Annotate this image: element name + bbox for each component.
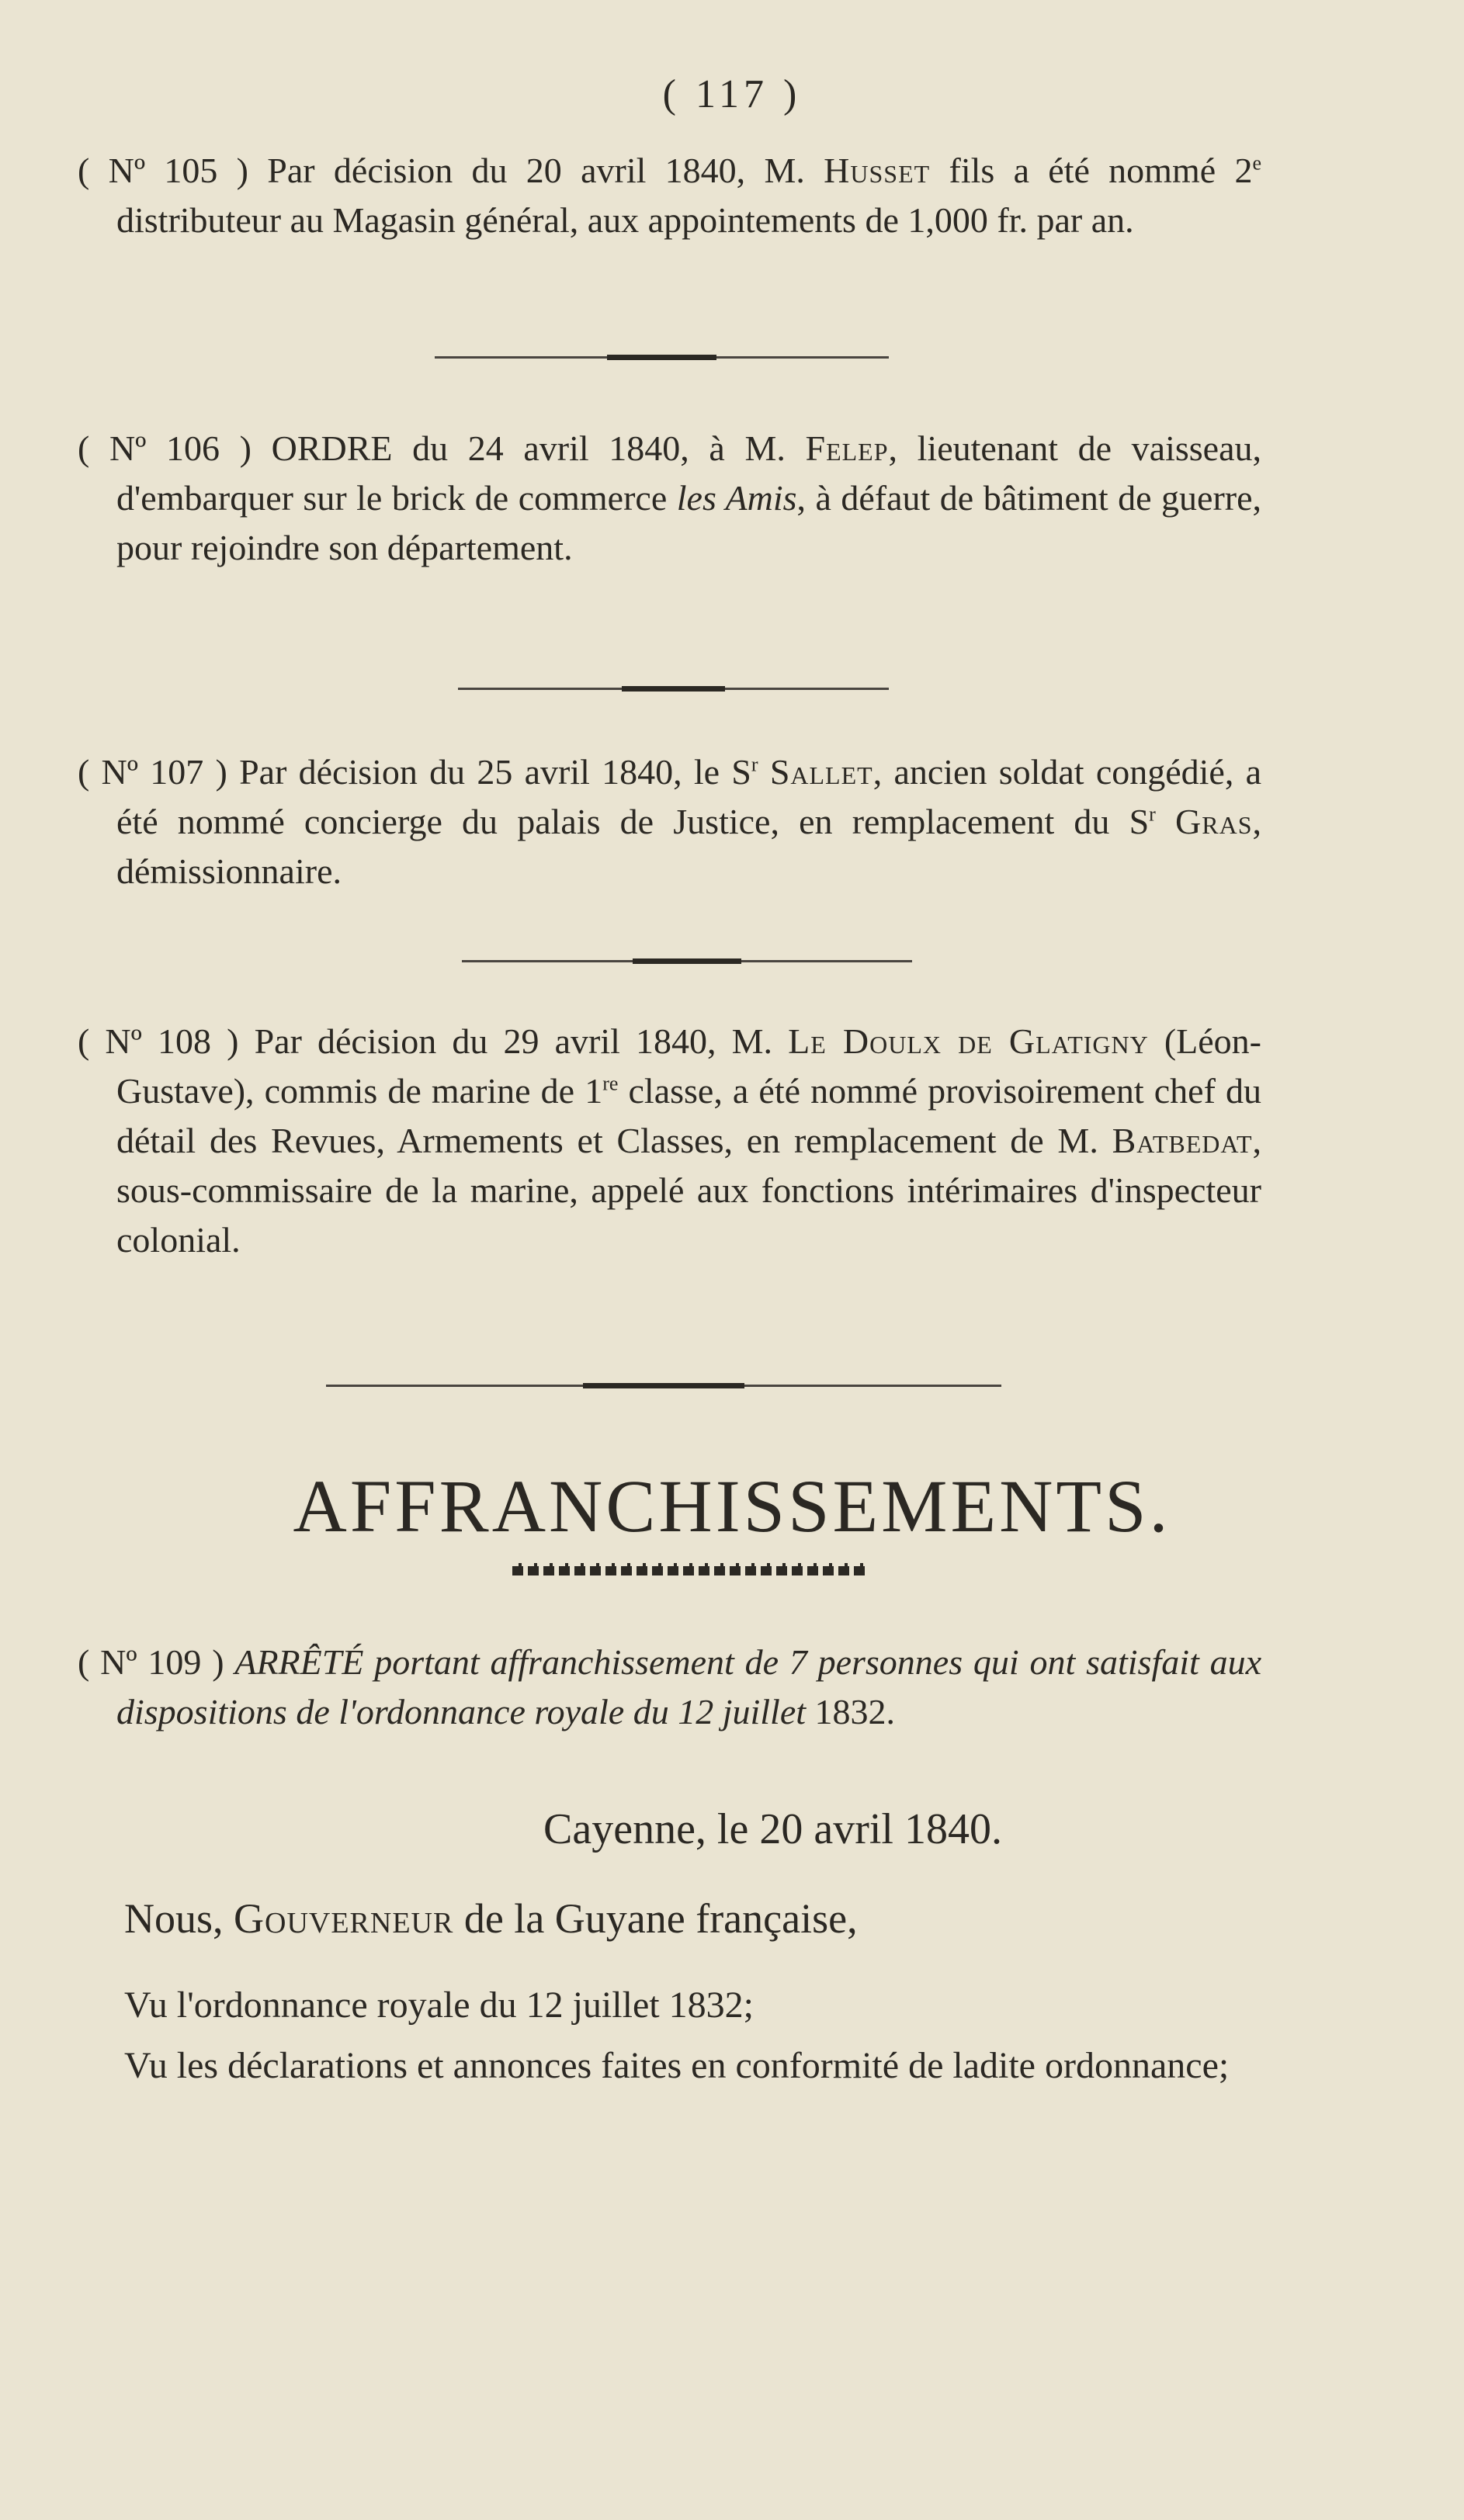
section-heading: AFFRANCHISSEMENTS. — [293, 1465, 1171, 1548]
entry-105 — [78, 146, 1262, 245]
entry-text: , démissionnaire. — [116, 802, 1261, 891]
entry-text: , lieutenant de vaisseau, d'embarquer sur le brick de commerce — [116, 428, 1262, 518]
vu-line-2: Vu les déclarations et annonces faites en conformité de ladite ordonnance; — [124, 2045, 1230, 2086]
gouverneur-title: Gouverneur — [234, 1895, 454, 1942]
entry-106 — [78, 424, 1262, 573]
entry-number: ( Nº 105 ) — [78, 151, 248, 190]
entry-text: fils a été nommé 2 — [930, 151, 1253, 190]
page-number: ( 117 ) — [662, 72, 802, 116]
person-name: Felep — [805, 428, 889, 468]
entry-text: Par décision du 25 avril 1840, le S — [239, 752, 751, 792]
ornament-rule — [512, 1566, 869, 1575]
person-name: Sallet — [769, 752, 873, 792]
space — [1156, 802, 1175, 841]
title-superscript: r — [1149, 802, 1156, 826]
entry-text: , ancien soldat congédié, a été nommé concierge du palais de Justice, en remplacement du S — [116, 752, 1261, 841]
space — [758, 752, 770, 792]
separator-rule — [462, 960, 912, 962]
person-name: Le Doulx de Glatigny — [788, 1021, 1149, 1061]
entry-107 — [78, 747, 1261, 896]
entry-text: Par décision du 29 avril 1840, M. — [254, 1021, 789, 1061]
entry-108 — [78, 1017, 1261, 1265]
entry-text: classe, a été nommé provisoirement chef du détail des Revues, Armements et Classes, en remplacement de M. — [116, 1071, 1261, 1160]
decree-year: 1832. — [806, 1692, 896, 1731]
entry-text: distributeur au Magasin général, aux appointements de 1,000 fr. par an. — [116, 200, 1134, 240]
ship-name: les Amis — [676, 478, 797, 518]
entry-number: ( Nº 108 ) — [78, 1021, 239, 1061]
entry-text: , à défaut de bâtiment de guerre, pour rejoindre son département. — [116, 478, 1261, 567]
separator-rule — [326, 1385, 1001, 1387]
separator-rule — [435, 356, 889, 359]
entry-text: ORDRE du 24 avril 1840, à M. — [271, 428, 806, 468]
person-name: Gras — [1175, 802, 1253, 841]
ordinal-superscript: e — [1252, 151, 1262, 175]
vu-line-1: Vu l'ordonnance royale du 12 juillet 1832; — [124, 1984, 754, 2026]
decree-title: ARRÊTÉ portant affranchissement de 7 personnes qui ont satisfait aux dispositions de l'ordonnance royale du 12 — [116, 1642, 1262, 1731]
nous-rest: de la Guyane française, — [453, 1895, 858, 1942]
decree-month: juillet — [722, 1692, 807, 1731]
entry-text: Par décision du 20 avril 1840, M. — [267, 151, 824, 190]
nous-lead: Nous, — [124, 1895, 234, 1942]
entry-number: ( Nº 109 ) — [78, 1642, 224, 1682]
person-name: Batbedat — [1112, 1121, 1253, 1160]
dateline: Cayenne, le 20 avril 1840. — [543, 1805, 1002, 1853]
nous-line — [124, 1894, 1312, 1943]
person-name: Husset — [824, 151, 931, 190]
ordinal-superscript: re — [602, 1072, 619, 1095]
separator-rule — [458, 688, 889, 690]
entry-text: (Léon-Gustave), commis de marine de 1 — [116, 1021, 1261, 1111]
entry-109 — [78, 1638, 1262, 1737]
entry-text: , sous-commissaire de la marine, appelé aux fonctions intérimaires d'inspecteur colonial. — [116, 1121, 1261, 1260]
title-superscript: r — [751, 753, 758, 776]
entry-number: ( Nº 106 ) — [78, 428, 252, 468]
entry-number: ( Nº 107 ) — [78, 752, 227, 792]
